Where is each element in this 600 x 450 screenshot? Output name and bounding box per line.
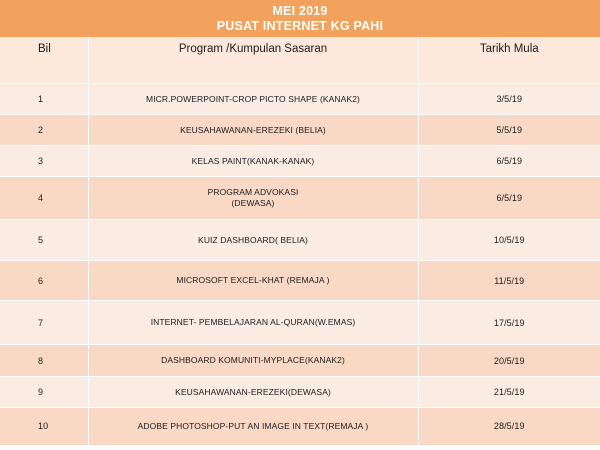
- program-name: KEUSAHAWANAN-EREZEKI(DEWASA): [175, 386, 331, 397]
- row-program: [88, 261, 418, 301]
- header-bil: Bil: [0, 37, 88, 84]
- row-program: [88, 220, 418, 261]
- row-bil: 8: [0, 345, 88, 377]
- row-date: 21/5/19: [418, 377, 600, 408]
- row-bil: 5: [0, 220, 88, 261]
- row-bil: 4: [0, 177, 88, 220]
- row-program: [88, 408, 418, 445]
- row-program: [88, 345, 418, 377]
- table-row: [0, 345, 600, 377]
- header-program: Program /Kumpulan Sasaran: [88, 37, 418, 84]
- program-name: MICROSOFT EXCEL-KHAT (REMAJA ): [176, 275, 330, 285]
- table-row: [0, 301, 600, 345]
- title-banner: [0, 0, 600, 37]
- row-bil: 2: [0, 115, 88, 146]
- row-bil: 9: [0, 377, 88, 408]
- program-name: KUIZ DASHBOARD( BELIA): [198, 234, 308, 245]
- table-body: [0, 84, 600, 445]
- row-date: 20/5/19: [418, 345, 600, 377]
- row-program: [88, 146, 418, 177]
- row-program: [88, 377, 418, 408]
- row-program: [88, 301, 418, 345]
- row-date: 17/5/19: [418, 301, 600, 345]
- program-name: PROGRAM ADVOKASI (DEWASA): [207, 187, 299, 208]
- table-row: [0, 261, 600, 301]
- row-date: 28/5/19: [418, 408, 600, 445]
- row-date: 3/5/19: [418, 84, 600, 115]
- row-date: 5/5/19: [418, 115, 600, 146]
- program-name: DASHBOARD KOMUNITI-MYPLACE(KANAK2): [161, 355, 345, 365]
- row-bil: 10: [0, 408, 88, 445]
- row-date: 10/5/19: [418, 220, 600, 261]
- header-date: Tarikh Mula: [418, 37, 600, 84]
- program-name: KELAS PAINT(KANAK-KANAK): [191, 155, 315, 166]
- row-program: [88, 84, 418, 115]
- table-row: [0, 177, 600, 220]
- row-date: 6/5/19: [418, 146, 600, 177]
- row-date: 6/5/19: [418, 177, 600, 220]
- row-bil: 6: [0, 261, 88, 301]
- row-program: [88, 177, 418, 220]
- row-date: 11/5/19: [418, 261, 600, 301]
- row-bil: 3: [0, 146, 88, 177]
- title-month: MEI 2019: [272, 3, 328, 18]
- table-row: [0, 220, 600, 261]
- table-row: [0, 146, 600, 177]
- program-name: ADOBE PHOTOSHOP-PUT AN IMAGE IN TEXT(REMAJA ): [137, 420, 369, 431]
- table-row: [0, 408, 600, 445]
- row-bil: 1: [0, 84, 88, 115]
- table-row: [0, 115, 600, 146]
- table-row: [0, 377, 600, 408]
- header-row: [0, 37, 600, 84]
- program-name: MICR.POWERPOINT-CROP PICTO SHAPE (KANAK2): [146, 93, 360, 104]
- row-program: [88, 115, 418, 146]
- row-bil: 7: [0, 301, 88, 345]
- schedule-table: [0, 37, 600, 445]
- title-center: PUSAT INTERNET KG PAHI: [216, 18, 384, 33]
- program-name: KEUSAHAWANAN-EREZEKI (BELIA): [180, 124, 326, 135]
- table-row: [0, 84, 600, 115]
- program-name: INTERNET- PEMBELAJARAN AL-QURAN(W.EMAS): [150, 317, 356, 327]
